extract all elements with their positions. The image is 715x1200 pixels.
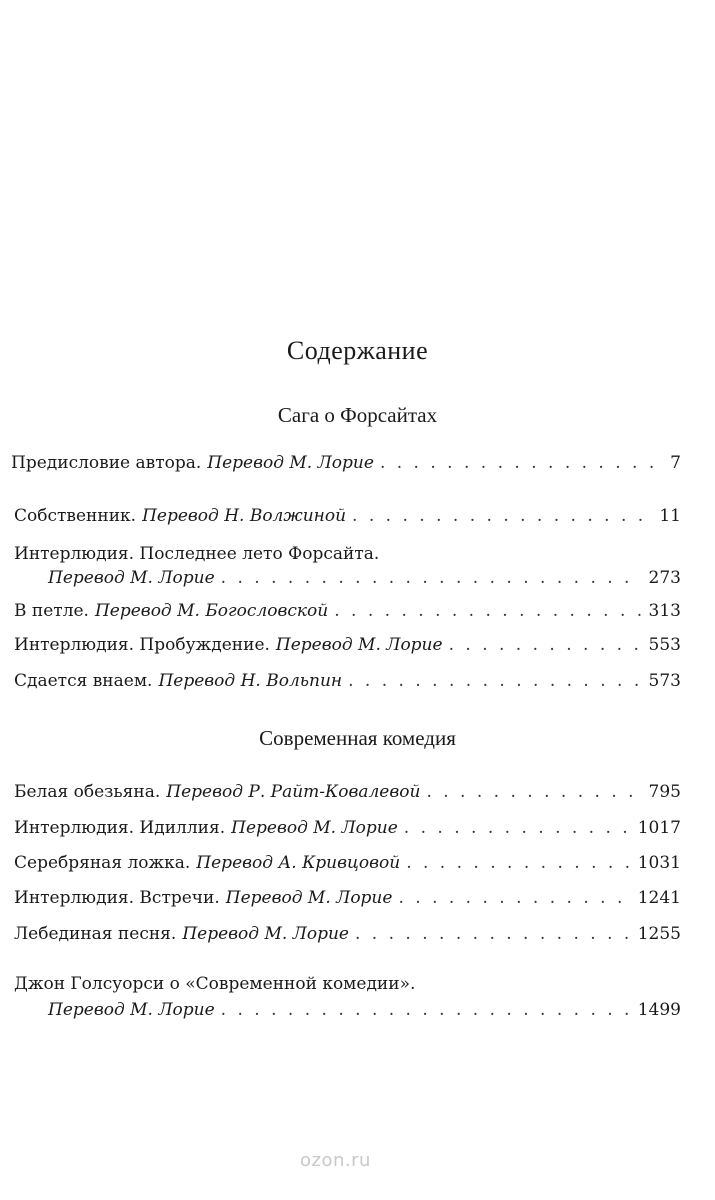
toc-line [11,451,681,475]
toc-work-title: Сдается внаем. [14,671,153,691]
dot-leaders [426,780,640,804]
dot-leaders [406,851,630,875]
toc-translation: Перевод Р. Райт-Ковалевой [166,782,421,802]
toc-translation: Перевод М. Лорие [182,924,349,944]
toc-entry [0,816,715,844]
toc-line [14,542,681,566]
toc-translation: Перевод М. Лорие [225,888,393,908]
toc-entry [0,633,715,661]
toc-page-number: 795 [648,782,681,802]
toc-work-title: Серебряная ложка. [14,853,191,873]
ozon-watermark: ozon.ru [300,1150,371,1171]
toc-translation: Перевод М. Лорие [48,1000,215,1020]
toc-translation: Перевод Н. Вольпин [158,671,343,691]
toc-page-number: 573 [648,671,681,691]
dot-leaders [355,922,630,946]
toc-work-title: Лебединая песня. [14,924,177,944]
toc-line [14,633,681,657]
section-title-forsyte-saga: Сага о Форсайтах [277,403,438,427]
toc-translation: Перевод М. Лорие [48,568,215,588]
toc-work-title: Интерлюдия. Идиллия. [14,818,226,838]
toc-entry [0,886,715,914]
toc-line [14,669,681,693]
toc-entry [0,542,715,598]
toc-work-title: Джон Голсуорси о «Современной комедии». [14,974,416,994]
toc-line [14,886,681,910]
toc-entry [0,922,715,950]
toc-page-number: 553 [648,635,681,655]
toc-line [14,599,681,623]
toc-line [14,780,681,804]
dot-leaders [348,669,640,693]
toc-translation: Перевод М. Лорие [207,453,374,473]
toc-page-number: 1241 [637,888,681,908]
toc-page-number: 313 [648,601,681,621]
toc-entry [0,669,715,697]
toc-page-number: 11 [659,506,681,526]
toc-work-title: В петле. [14,601,89,621]
toc-line [14,972,681,996]
toc-translation: Перевод А. Кривцовой [196,853,401,873]
toc-line [14,851,681,875]
toc-page-number: 1017 [637,818,681,838]
toc-translation: Перевод М. Богословской [94,601,329,621]
dot-leaders [221,566,641,590]
toc-page-number: 273 [648,568,681,588]
toc-page-number: 1499 [637,1000,681,1020]
toc-page-number: 1031 [637,853,681,873]
toc-entry [0,780,715,808]
toc-line-continuation [48,566,681,590]
toc-line-continuation [48,998,681,1022]
toc-translation: Перевод М. Лорие [231,818,398,838]
dot-leaders [221,998,630,1022]
toc-entry-afterword [0,972,715,1028]
dot-leaders [398,886,629,910]
toc-page-number: 7 [670,453,681,473]
dot-leaders [334,599,640,623]
toc-work-title: Предисловие автора. [11,453,202,473]
page-title: Содержание [286,336,429,365]
toc-entry [0,599,715,627]
toc-translation: Перевод Н. Волжиной [142,506,347,526]
toc-work-title: Интерлюдия. Пробуждение. [14,635,270,655]
dot-leaders [352,504,651,528]
toc-translation: Перевод М. Лорие [275,635,443,655]
toc-page-number: 1255 [637,924,681,944]
toc-line [14,922,681,946]
section-title-modern-comedy: Современная комедия [259,726,456,750]
dot-leaders [449,633,641,657]
toc-entry [0,451,715,479]
toc-entry [0,504,715,532]
toc-line [14,816,681,840]
toc-work-title: Интерлюдия. Последнее лето Форсайта. [14,544,380,564]
toc-entry [0,851,715,879]
dot-leaders [404,816,630,840]
toc-line [14,504,681,528]
dot-leaders [380,451,662,475]
toc-work-title: Белая обезьяна. [14,782,161,802]
toc-work-title: Интерлюдия. Встречи. [14,888,220,908]
toc-work-title: Собственник. [14,506,137,526]
